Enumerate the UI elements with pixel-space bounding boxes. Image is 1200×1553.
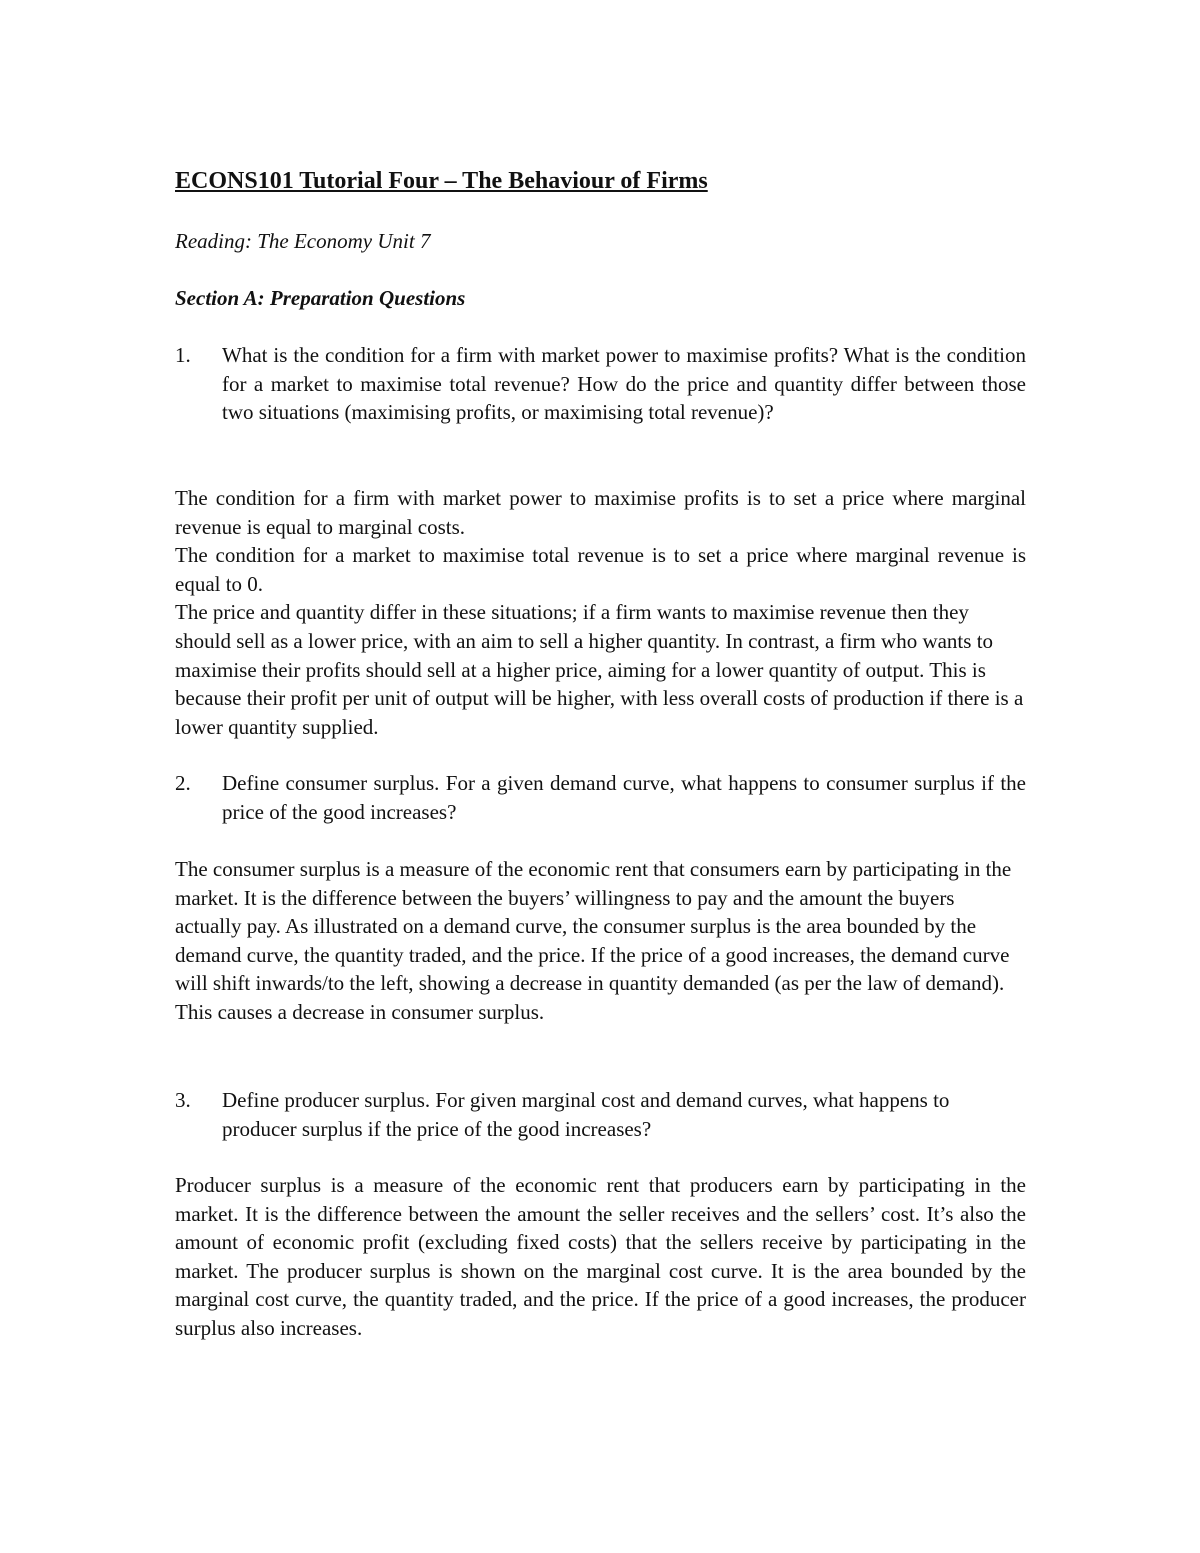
section-heading: Section A: Preparation Questions [175,286,466,310]
answer-paragraph: Producer surplus is a measure of the economic rent that producers earn by participating in the market. It is the difference between the amount the seller receives and the sellers’ cost. It’s also the amount of economic profit (excluding fixed costs) that the sellers receive by participating in the market. The producer surplus is shown on the marginal cost curve. It is the area bounded by the marginal cost curve, the quantity traded, and the price. If the price of a good increases, the producer surplus also increases. [175,1173,1026,1340]
question-number: 3. [175,1088,191,1112]
question-number: 1. [175,343,191,367]
reading-reference: Reading: The Economy Unit 7 [175,229,431,253]
document-title: ECONS101 Tutorial Four – The Behaviour of Firms [175,168,708,194]
answer-2 [175,855,1026,1027]
question-text: What is the condition for a firm with market power to maximise profits? What is the condition for a market to maximise total revenue? How do the price and quantity differ between those two situations (maximising profits, or maximising total revenue)? [222,343,1026,425]
question-text: Define consumer surplus. For a given demand curve, what happens to consumer surplus if the price of the good increases? [222,771,1026,824]
question-text: Define producer surplus. For given marginal cost and demand curves, what happens to producer surplus if the price of the good increases? [222,1088,950,1141]
answer-paragraph: The condition for a firm with market power to maximise profits is to set a price where marginal revenue is equal to marginal costs. [175,486,1026,539]
answer-paragraph: The consumer surplus is a measure of the economic rent that consumers earn by participating in the market. It is the difference between the buyers’ willingness to pay and the amount the buyers actually pay. As illustrated on a demand curve, the consumer surplus is the area bounded by the demand curve, the quantity traded, and the price. If the price of a good increases, the demand curve will shift inwards/to the left, showing a decrease in quantity demanded (as per the law of demand). This causes a decrease in consumer surplus. [175,857,1012,1024]
answer-paragraph: The price and quantity differ in these situations; if a firm wants to maximise revenue then they should sell as a lower price, with an aim to sell a higher quantity. In contrast, a firm who wants to maximise their profits should sell at a higher price, aiming for a lower quantity of output. This is because their profit per unit of output will be higher, with less overall costs of production if there is a lower quantity supplied. [175,600,1024,739]
question-number: 2. [175,771,191,795]
answer-1 [175,484,1026,741]
question-1 [175,341,1026,427]
question-2 [175,769,1026,826]
answer-paragraph: The condition for a market to maximise total revenue is to set a price where marginal revenue is equal to 0. [175,543,1026,596]
question-3 [175,1086,1026,1143]
answer-3 [175,1171,1026,1343]
